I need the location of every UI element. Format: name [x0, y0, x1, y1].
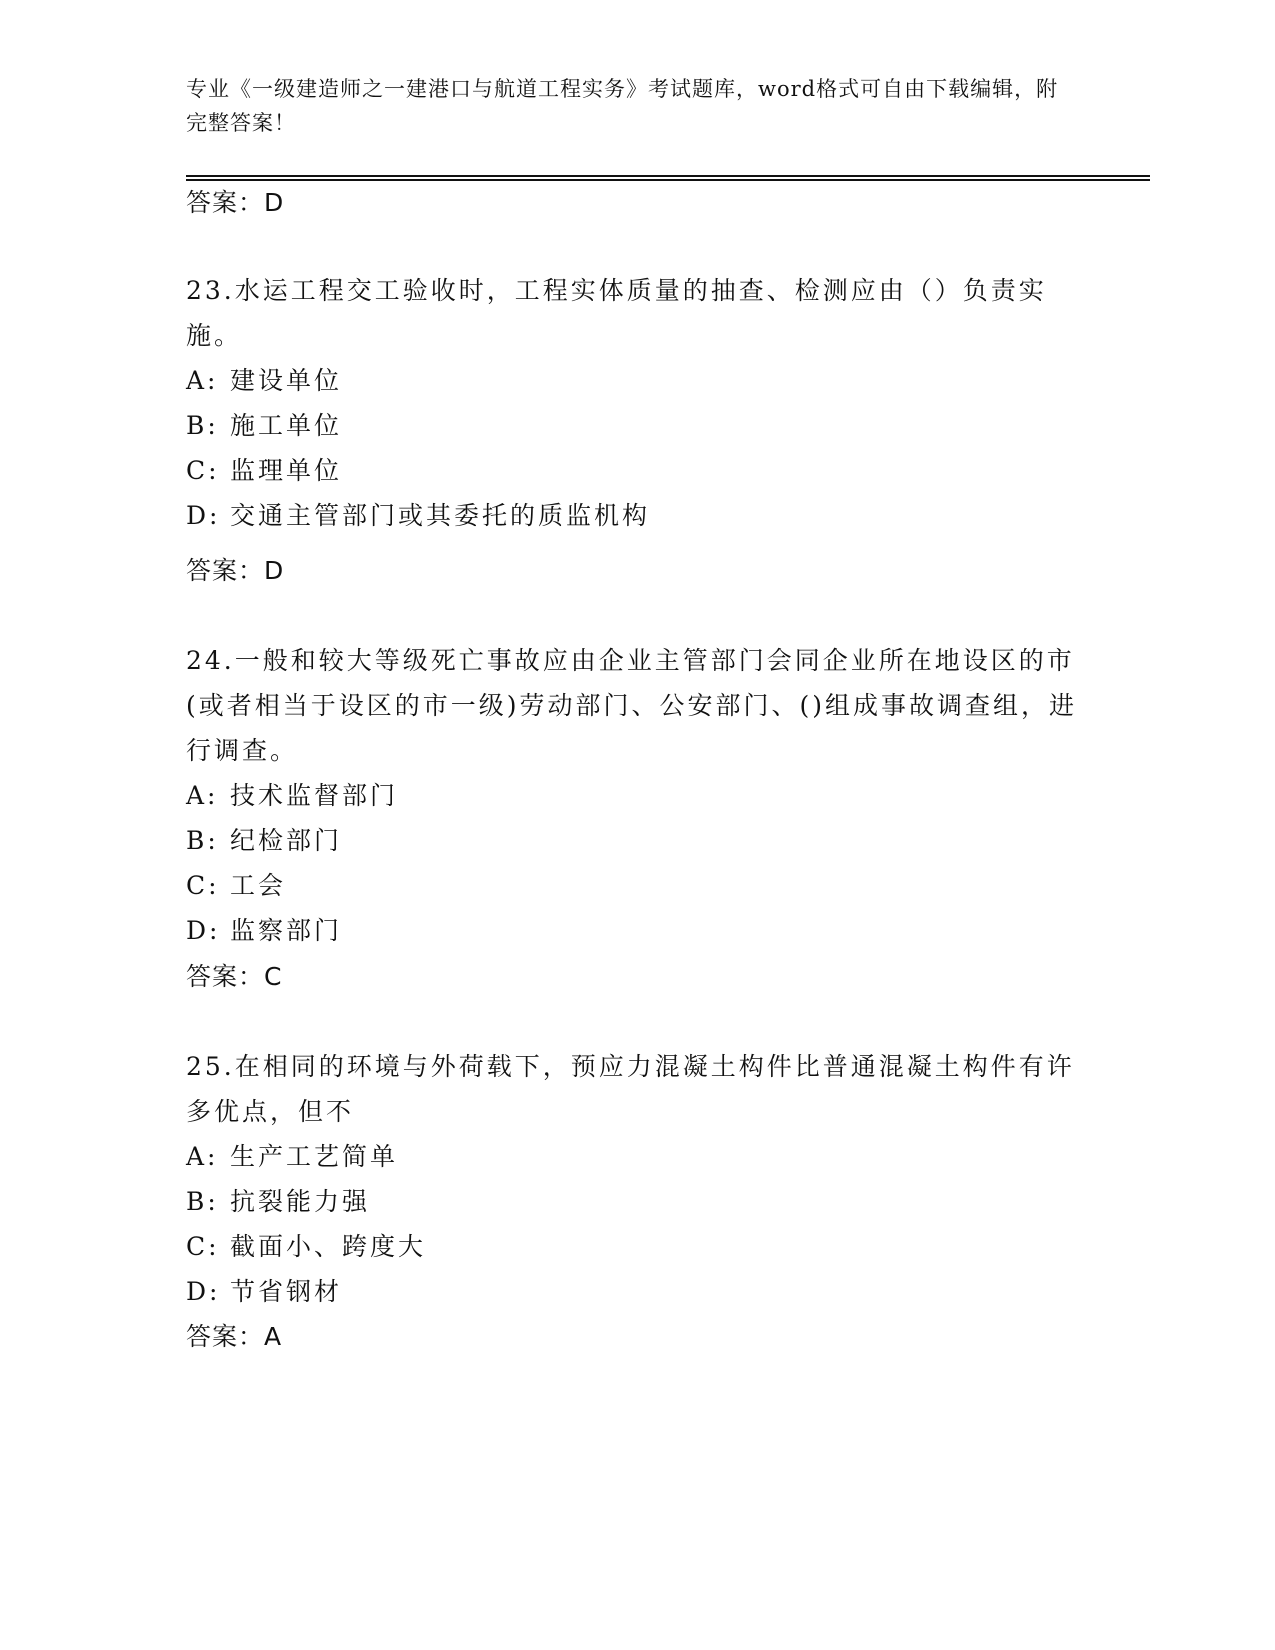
answer-value: D: [264, 556, 285, 585]
option-text: 节省钢材: [230, 1277, 343, 1306]
answer-line: [186, 554, 284, 588]
option-text: 施工单位: [230, 411, 343, 440]
question-24: [186, 638, 1086, 953]
divider-line-bottom: [186, 179, 1150, 181]
answer-value: C: [264, 962, 283, 991]
option-b: [186, 818, 1086, 863]
option-text: 交通主管部门或其委托的质监机构: [230, 501, 651, 530]
option-d: [186, 1269, 1086, 1314]
divider-line-top: [186, 175, 1150, 177]
question-stem: 23.水运工程交工验收时，工程实体质量的抽查、检测应由（）负责实施。: [186, 276, 1047, 350]
answer-line: [186, 186, 284, 220]
option-letter: D:: [186, 1277, 221, 1306]
option-letter: A:: [186, 366, 219, 395]
option-text: 抗裂能力强: [230, 1187, 371, 1216]
option-letter: B:: [186, 411, 219, 440]
option-c: [186, 863, 1086, 908]
option-text: 监察部门: [230, 916, 343, 945]
option-letter: B:: [186, 826, 219, 855]
option-letter: C:: [186, 871, 220, 900]
header-text: 专业《一级建造师之一建港口与航道工程实务》考试题库，word格式可自由下载编辑，附完整答案！: [186, 77, 1059, 135]
option-c: [186, 448, 1086, 493]
option-letter: C:: [186, 1232, 220, 1261]
answer-value: A: [264, 1322, 283, 1351]
answer-label: 答案：: [186, 188, 265, 217]
option-b: [186, 1179, 1086, 1224]
option-b: [186, 403, 1086, 448]
answer-line: [186, 1320, 282, 1354]
option-letter: D:: [186, 501, 221, 530]
option-text: 生产工艺简单: [230, 1142, 399, 1171]
header-divider: [186, 175, 1150, 181]
option-d: [186, 493, 1086, 538]
option-text: 监理单位: [230, 456, 343, 485]
option-letter: C:: [186, 456, 220, 485]
question-stem: 25.在相同的环境与外荷载下，预应力混凝土构件比普通混凝土构件有许多优点，但不: [186, 1052, 1075, 1126]
option-text: 截面小、跨度大: [230, 1232, 427, 1261]
option-letter: A:: [186, 781, 219, 810]
option-text: 工会: [230, 871, 287, 900]
option-c: [186, 1224, 1086, 1269]
option-d: [186, 908, 1086, 953]
answer-label: 答案：: [186, 962, 265, 991]
option-letter: D:: [186, 916, 221, 945]
answer-line: [186, 960, 282, 994]
question-stem: 24.一般和较大等级死亡事故应由企业主管部门会同企业所在地设区的市(或者相当于设区的市一级)劳动部门、公安部门、()组成事故调查组，进行调查。: [186, 646, 1078, 765]
option-text: 技术监督部门: [230, 781, 399, 810]
answer-label: 答案：: [186, 1322, 265, 1351]
option-a: [186, 358, 1086, 403]
option-text: 建设单位: [230, 366, 343, 395]
question-23: [186, 268, 1086, 538]
option-text: 纪检部门: [230, 826, 343, 855]
option-a: [186, 773, 1086, 818]
answer-value: D: [264, 188, 285, 217]
document-header: [186, 72, 1066, 140]
option-letter: A:: [186, 1142, 219, 1171]
answer-label: 答案：: [186, 556, 265, 585]
question-25: [186, 1044, 1086, 1314]
option-letter: B:: [186, 1187, 219, 1216]
option-a: [186, 1134, 1086, 1179]
